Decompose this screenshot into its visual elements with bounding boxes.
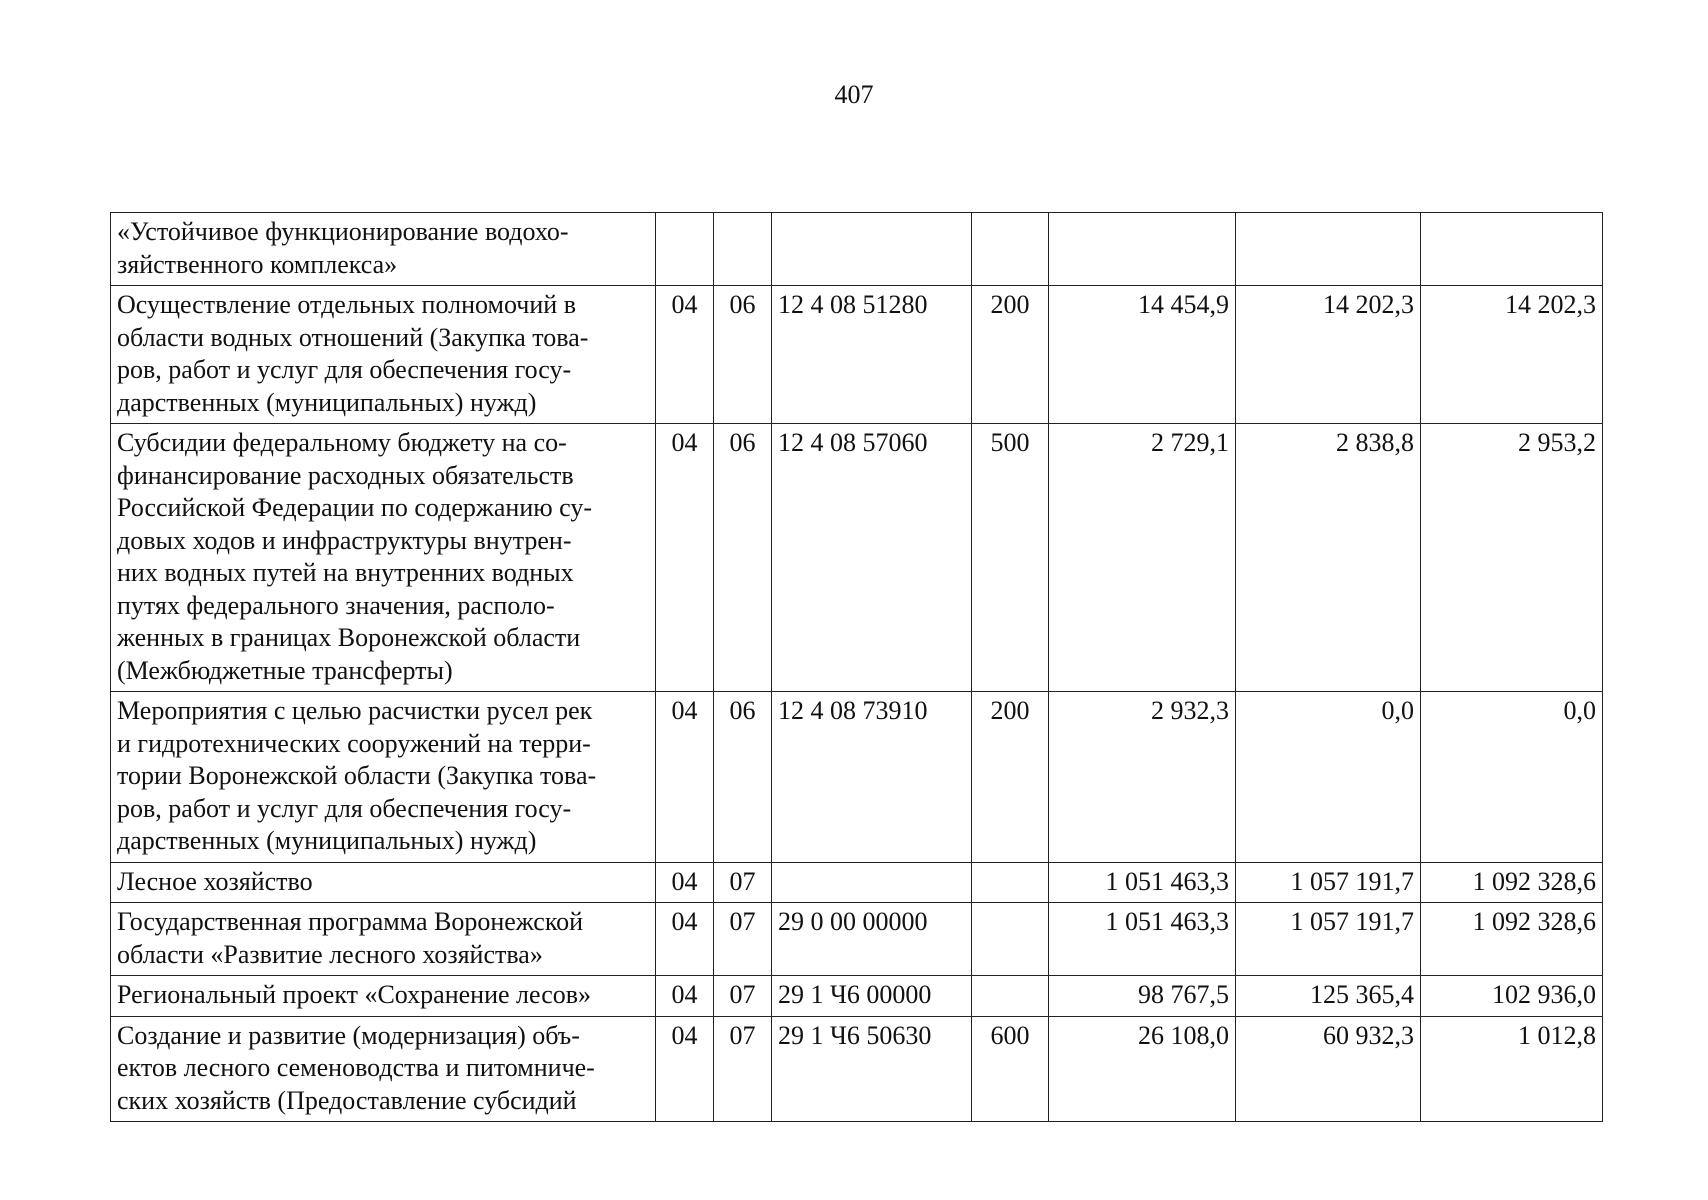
- amount-year-2-cell: [1236, 213, 1421, 286]
- subsection-code-text: 06: [729, 428, 756, 457]
- item-name-text: Государственная программа Воронежской области «Развитие лесного хозяйства»: [117, 907, 584, 969]
- item-name-cell: [111, 1016, 656, 1122]
- amount-year-3-cell: [1421, 976, 1603, 1017]
- amount-year-3-cell: [1421, 903, 1603, 976]
- amount-year-1-text: 1 051 463,3: [1105, 866, 1229, 896]
- item-name-cell: [111, 424, 656, 692]
- amount-year-2-cell: [1236, 286, 1421, 424]
- section-code-cell: [656, 903, 714, 976]
- amount-year-2-cell: [1236, 692, 1421, 863]
- item-name-cell: [111, 286, 656, 424]
- item-name-text: «Устойчивое функционирование водохо- зяйственного комплекса»: [117, 217, 569, 279]
- amount-year-3-cell: [1421, 1016, 1603, 1122]
- item-name-cell: [111, 976, 656, 1017]
- amount-year-3-text: 1 012,8: [1518, 1020, 1596, 1050]
- amount-year-1-text: 2 932,3: [1151, 696, 1229, 725]
- section-code-cell: [656, 213, 714, 286]
- subsection-code-cell: [714, 976, 772, 1017]
- amount-year-1-cell: [1049, 424, 1236, 692]
- section-code-cell: [656, 424, 714, 692]
- table-row: [111, 424, 1603, 692]
- item-name-text: Создание и развитие (модернизация) объ- ектов лесного семеноводства и питомниче- ских хозяйств (Предоставление субсидий: [117, 1020, 595, 1115]
- subsection-code-cell: [714, 424, 772, 692]
- amount-year-3-text: 2 953,2: [1518, 428, 1596, 457]
- section-code-cell: [656, 1016, 714, 1122]
- target-article-text: 29 1 Ч6 50630: [778, 1020, 932, 1050]
- section-code-text: 04: [671, 907, 698, 936]
- expense-type-cell: [972, 976, 1049, 1017]
- amount-year-3-text: 102 936,0: [1492, 980, 1596, 1009]
- amount-year-1-text: 14 454,9: [1138, 290, 1229, 319]
- item-name-cell: [111, 213, 656, 286]
- section-code-text: 04: [671, 866, 698, 896]
- amount-year-2-text: 125 365,4: [1310, 980, 1414, 1009]
- table-body: [111, 213, 1603, 1122]
- section-code-text: 04: [671, 696, 698, 725]
- item-name-text: Лесное хозяйство: [117, 866, 313, 896]
- table-row: [111, 692, 1603, 863]
- table-row: [111, 1016, 1603, 1122]
- target-article-text: 29 1 Ч6 00000: [778, 980, 932, 1009]
- expense-type-text: 600: [990, 1020, 1030, 1050]
- subsection-code-text: 07: [729, 980, 756, 1009]
- amount-year-3-cell: [1421, 862, 1603, 903]
- expense-type-cell: [972, 692, 1049, 863]
- section-code-text: 04: [671, 428, 698, 457]
- subsection-code-cell: [714, 692, 772, 863]
- expense-type-text: 200: [990, 290, 1030, 319]
- section-code-text: 04: [671, 1020, 698, 1050]
- subsection-code-cell: [714, 903, 772, 976]
- expense-type-cell: [972, 862, 1049, 903]
- target-article-cell: [772, 1016, 972, 1122]
- amount-year-2-text: 0,0: [1381, 696, 1414, 725]
- section-code-cell: [656, 976, 714, 1017]
- item-name-text: Региональный проект «Сохранение лесов»: [117, 980, 592, 1009]
- amount-year-3-cell: [1421, 213, 1603, 286]
- amount-year-1-cell: [1049, 213, 1236, 286]
- subsection-code-cell: [714, 213, 772, 286]
- amount-year-2-cell: [1236, 862, 1421, 903]
- amount-year-3-text: 1 092 328,6: [1472, 907, 1596, 936]
- amount-year-1-text: 1 051 463,3: [1105, 907, 1229, 936]
- section-code-cell: [656, 286, 714, 424]
- amount-year-1-text: 2 729,1: [1151, 428, 1229, 457]
- item-name-text: Мероприятия с целью расчистки русел рек и гидротехнических сооружений на терри- тории Воронежской области (Закупка това- ров, работ и услуг для обеспечения госу- дарственных (муниципальных) нужд): [117, 696, 597, 855]
- target-article-cell: [772, 286, 972, 424]
- amount-year-1-cell: [1049, 1016, 1236, 1122]
- item-name-text: Субсидии федеральному бюджету на со- финансирование расходных обязательств Российской Федерации по содержанию су- довых ходов и инфраструктуры внутрен- них водных путей на внутренних водных путях федерального значения, располо- женных в границах Воронежской области (Межбюджетные трансферты): [117, 428, 593, 685]
- amount-year-2-cell: [1236, 1016, 1421, 1122]
- table-row: [111, 213, 1603, 286]
- expense-type-text: 200: [990, 696, 1030, 725]
- item-name-cell: [111, 862, 656, 903]
- amount-year-3-text: 0,0: [1563, 696, 1596, 725]
- subsection-code-text: 07: [729, 1020, 756, 1050]
- budget-table: [110, 212, 1603, 1122]
- target-article-cell: [772, 862, 972, 903]
- amount-year-1-text: 98 767,5: [1138, 980, 1229, 1009]
- target-article-cell: [772, 213, 972, 286]
- section-code-text: 04: [671, 980, 698, 1009]
- amount-year-1-cell: [1049, 976, 1236, 1017]
- subsection-code-text: 06: [729, 290, 756, 319]
- target-article-text: 12 4 08 57060: [778, 428, 928, 457]
- expense-type-cell: [972, 286, 1049, 424]
- table-row: [111, 862, 1603, 903]
- expense-type-cell: [972, 903, 1049, 976]
- target-article-cell: [772, 424, 972, 692]
- subsection-code-text: 07: [729, 907, 756, 936]
- subsection-code-cell: [714, 862, 772, 903]
- section-code-text: 04: [671, 290, 698, 319]
- amount-year-1-cell: [1049, 692, 1236, 863]
- subsection-code-cell: [714, 1016, 772, 1122]
- amount-year-2-text: 60 932,3: [1323, 1020, 1414, 1050]
- amount-year-1-text: 26 108,0: [1138, 1020, 1229, 1050]
- target-article-text: 29 0 00 00000: [778, 907, 928, 936]
- amount-year-1-cell: [1049, 903, 1236, 976]
- item-name-cell: [111, 692, 656, 863]
- table-row: [111, 286, 1603, 424]
- amount-year-2-cell: [1236, 976, 1421, 1017]
- amount-year-2-text: 14 202,3: [1323, 290, 1414, 319]
- page-number: 407: [834, 80, 874, 109]
- expense-type-text: 500: [990, 428, 1030, 457]
- subsection-code-text: 06: [729, 696, 756, 725]
- target-article-cell: [772, 976, 972, 1017]
- table-row: [111, 976, 1603, 1017]
- target-article-text: 12 4 08 51280: [778, 290, 928, 319]
- amount-year-2-cell: [1236, 903, 1421, 976]
- item-name-text: Осуществление отдельных полномочий в области водных отношений (Закупка това- ров, работ и услуг для обеспечения госу- дарственных (муниципальных) нужд): [117, 290, 589, 417]
- amount-year-3-cell: [1421, 286, 1603, 424]
- amount-year-2-text: 1 057 191,7: [1290, 866, 1414, 896]
- amount-year-2-text: 1 057 191,7: [1290, 907, 1414, 936]
- amount-year-3-cell: [1421, 424, 1603, 692]
- item-name-cell: [111, 903, 656, 976]
- amount-year-2-text: 2 838,8: [1336, 428, 1414, 457]
- target-article-cell: [772, 903, 972, 976]
- amount-year-3-cell: [1421, 692, 1603, 863]
- section-code-cell: [656, 692, 714, 863]
- amount-year-1-cell: [1049, 862, 1236, 903]
- amount-year-3-text: 1 092 328,6: [1472, 866, 1596, 896]
- expense-type-cell: [972, 424, 1049, 692]
- amount-year-1-cell: [1049, 286, 1236, 424]
- target-article-text: 12 4 08 73910: [778, 696, 928, 725]
- expense-type-cell: [972, 1016, 1049, 1122]
- subsection-code-cell: [714, 286, 772, 424]
- expense-type-cell: [972, 213, 1049, 286]
- amount-year-3-text: 14 202,3: [1505, 290, 1596, 319]
- table-row: [111, 903, 1603, 976]
- amount-year-2-cell: [1236, 424, 1421, 692]
- subsection-code-text: 07: [729, 866, 756, 896]
- target-article-cell: [772, 692, 972, 863]
- section-code-cell: [656, 862, 714, 903]
